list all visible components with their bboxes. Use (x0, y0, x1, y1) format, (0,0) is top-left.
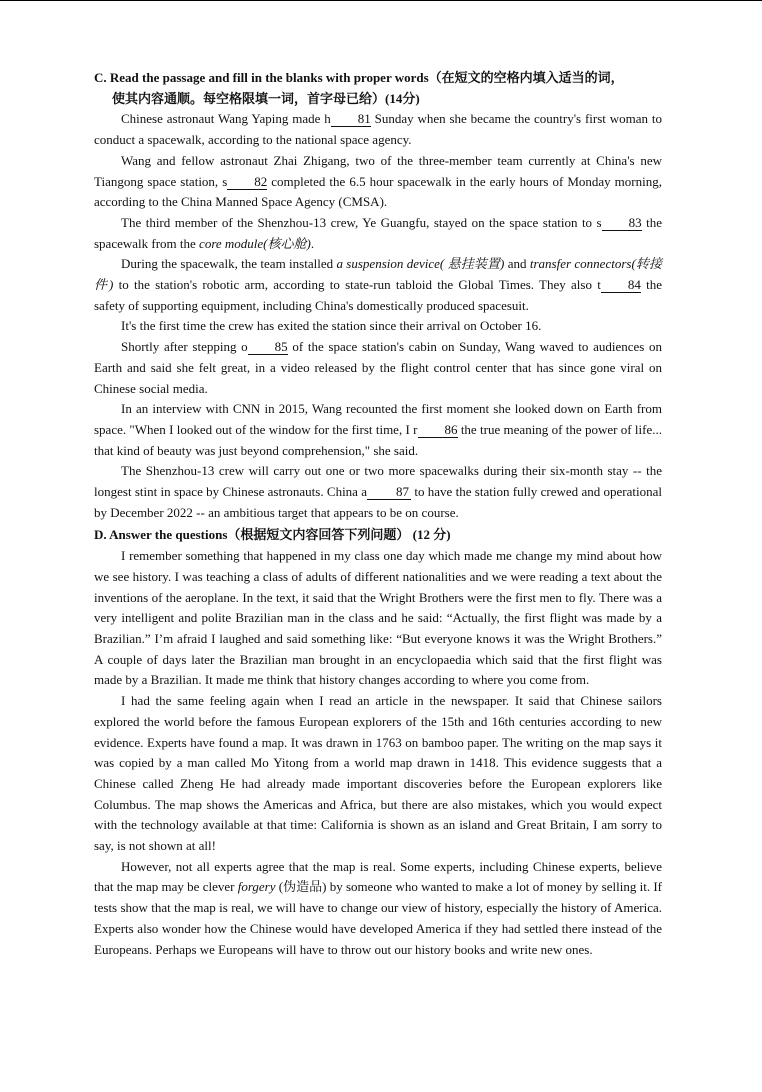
section-d-paragraph-3 (94, 857, 662, 961)
blank-87[interactable]: 87 (367, 485, 411, 500)
paragraph-text: to have the station fully crewed and operational by December 2022 -- an ambitious target that appears to be on course. (94, 484, 662, 520)
blank-86[interactable]: 86 (418, 423, 458, 438)
blank-85[interactable]: 85 (248, 340, 288, 355)
paragraph-text: The Shenzhou-13 crew will carry out one or two more spacewalks during their six-month stay -- the longest stint in space by Chinese astronauts. China a (94, 463, 662, 500)
italic-term: a suspension device( 悬挂装置) (336, 256, 505, 272)
paragraph-text: In an interview with CNN in 2015, Wang recounted the first moment she looked down on Earth from space. "When I looked out of the window for the first time, I r (94, 401, 662, 437)
blank-84[interactable]: 84 (601, 278, 641, 293)
paragraph-text: the true meaning of the power of life... that kind of beauty was just beyond comprehension," she said. (94, 421, 662, 458)
section-c-heading-instructions: 使其内容通顺。每空格限填一词，首字母已给）(14分) (112, 90, 420, 106)
section-d-heading: D. Answer the questions（根据短文内容回答下列问题） (12 分) (94, 527, 451, 543)
section-c-paragraph-7 (94, 399, 662, 461)
paragraph-text: completed the 6.5 hour spacewalk in the early hours of Monday morning, according to the China Manned Space Agency (CMSA). (94, 173, 662, 210)
section-d-paragraph-1: I remember something that happened in my class one day which made me change my mind about how we see history. I was teaching a class of adults of different nationalities and we were reading a text about the inventions of the aeroplane. In the text, it said that the Wright Brothers were the first men to fly. There was a very intelligent and polite Brazilian man in the class and he said: “Actually, the first flight was made by a Brazilian.” I’m afraid I laughed and said something like: “But everyone knows it was the Wright Brothers.” A couple of days later the Brazilian man brought in an encyclopaedia which said that the first flight was made by a Brazilian. It made me think that history changes according to where you come from. (94, 548, 662, 688)
section-c-heading: C. Read the passage and fill in the blanks with proper words（在短文的空格内填入适当的词， (94, 70, 624, 85)
paragraph-text: and (504, 256, 530, 272)
paragraph-text: The third member of the Shenzhou-13 crew, Ye Guangfu, stayed on the space station to s (121, 214, 602, 230)
section-c-paragraph-1 (94, 109, 662, 150)
exam-page (94, 68, 662, 960)
paragraph-text: to the station's robotic arm, according to state-run tabloid the Global Times. They also t (113, 277, 601, 293)
top-border-line (0, 0, 762, 1)
paragraph-text: (伪造品) by someone who wanted to make a lot of money by selling it. If tests show that the map is real, we will have to change our view of history, especially the history of America. Experts also wonder how the Chinese would have developed America if they had settled there instead of the Europeans. Perhaps we Europeans will have to throw out our history books and write new ones. (94, 879, 662, 957)
italic-term: transfer connectors(转接件) (94, 256, 662, 293)
blank-82[interactable]: 82 (227, 175, 267, 190)
paragraph-text: Chinese astronaut Wang Yaping made h (121, 111, 331, 127)
section-c-paragraph-2 (94, 151, 662, 213)
section-c-paragraph-3 (94, 213, 662, 254)
section-c-paragraph-6 (94, 337, 662, 399)
section-c-paragraph-5: It's the first time the crew has exited the station since their arrival on October 16. (121, 318, 542, 334)
paragraph-text: Sunday when she became the country's first woman to conduct a spacewalk, according to the national space agency. (94, 111, 663, 148)
blank-81[interactable]: 81 (331, 112, 371, 127)
section-c-paragraph-8 (94, 461, 662, 523)
paragraph-text: During the spacewalk, the team installed (121, 256, 337, 272)
paragraph-text: the spacewalk from the (94, 214, 662, 251)
paragraph-text: Wang and fellow astronaut Zhai Zhigang, two of the three-member team currently at China's new Tiangong space station, s (94, 152, 662, 189)
blank-83[interactable]: 83 (602, 216, 642, 231)
paragraph-text: of the space station's cabin on Sunday, Wang waved to audiences on Earth and said she felt great, in a video released by the flight control center that has since gone viral on Chinese social media. (94, 339, 662, 396)
paragraph-text: Shortly after stepping o (121, 339, 248, 355)
paragraph-text: the safety of supporting equipment, including China's domestically produced spacesuit. (94, 277, 662, 313)
italic-term: forgery (237, 879, 276, 895)
section-d-paragraph-2: I had the same feeling again when I read an article in the newspaper. It said that Chinese sailors explored the world before the famous European explorers of the 15th and 16th centuries according to new evidence. Experts have found a map. It was drawn in 1763 on bamboo paper. The writing on the map says it was copied by a man called Mo Yitong from a world map drawn in 1418. This evidence suggests that a Chinese called Zheng He had already made important discoveries before the European explorers like Columbus. The map shows the Americas and Africa, but there are also mistakes, which you would expect with the technology available at that time: California is shown as an island and Great Britain, I am sorry to say, is not shown at all! (94, 693, 662, 854)
paragraph-text: However, not all experts agree that the map is real. Some experts, including Chinese experts, believe that the map may be clever (94, 858, 662, 895)
section-c-paragraph-4 (94, 254, 662, 316)
paragraph-text: . (310, 235, 315, 251)
italic-term: core module(核心舱) (199, 235, 311, 251)
